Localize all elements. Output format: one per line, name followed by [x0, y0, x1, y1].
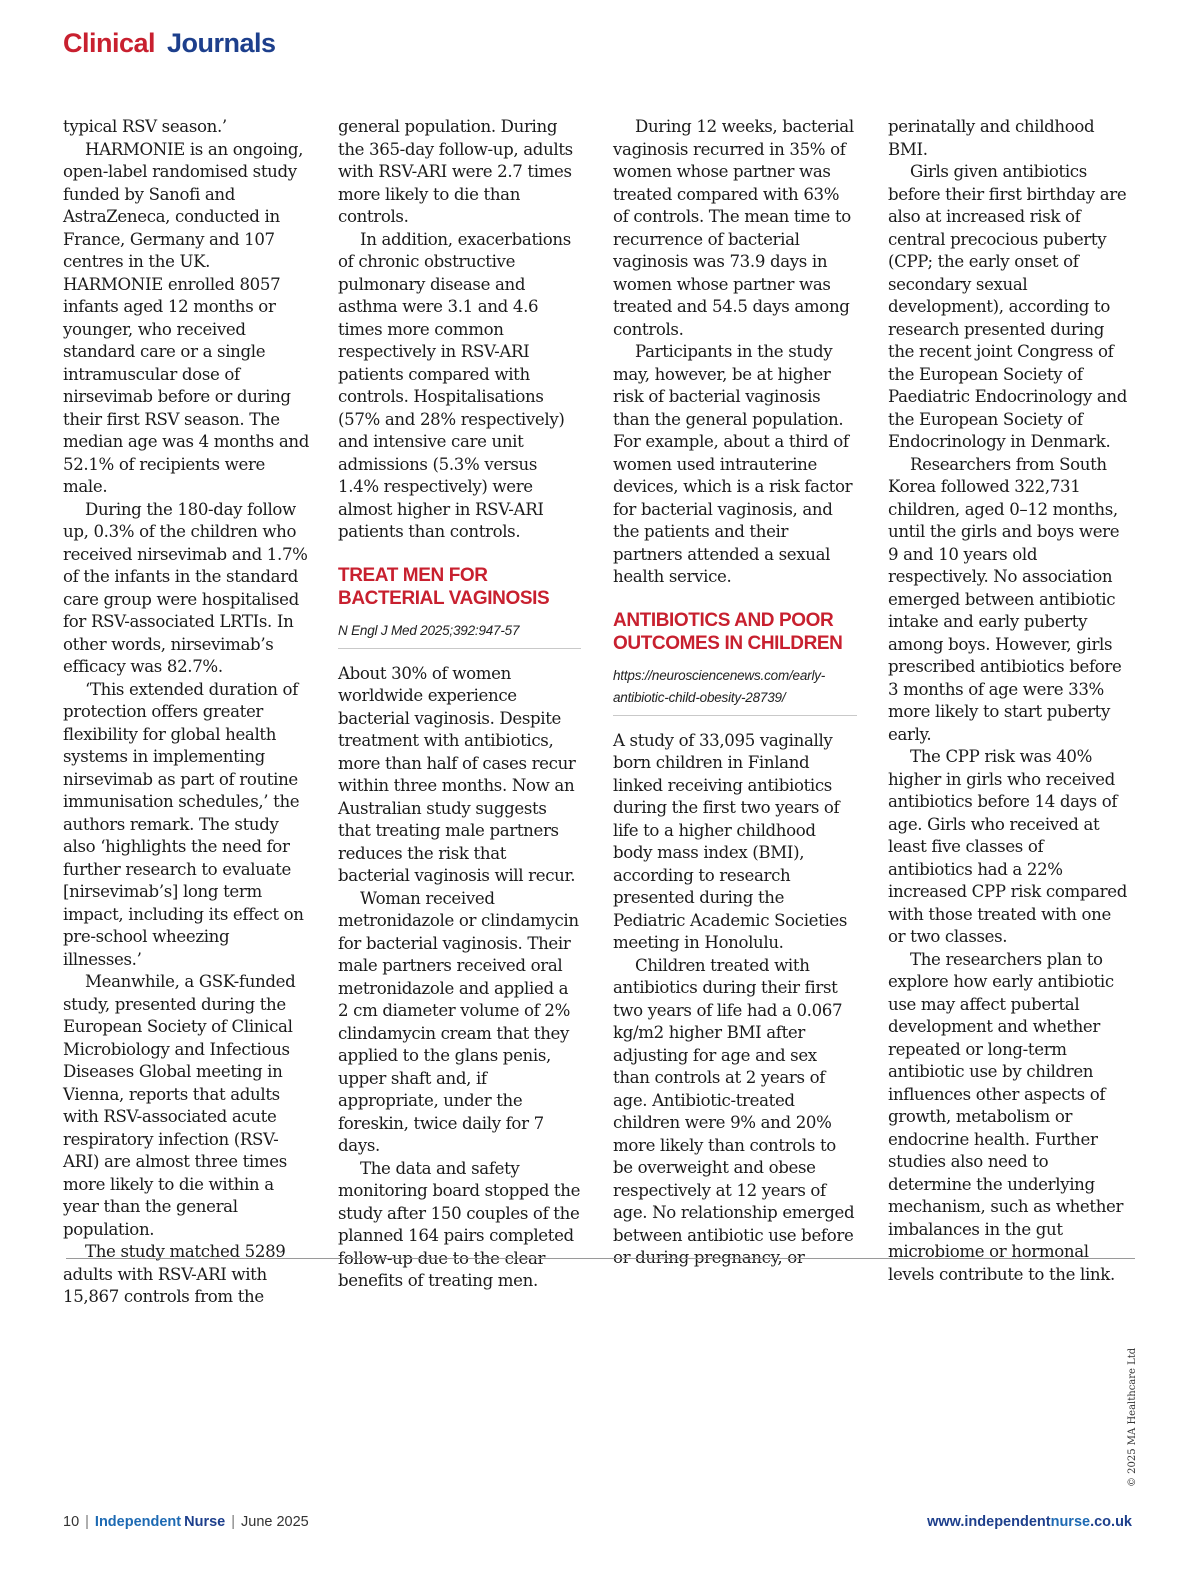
paragraph: About 30% of women worldwide experience bacterial vaginosis. Despite treatment with antibiotics, more than half of cases recur within three months. Now an Australian study suggests that treating male partners reduces the risk that bacterial vaginosis will recur. — [338, 663, 576, 885]
paragraph: The researchers plan to explore how early antibiotic use may affect pubertal development and whether repeated or long-term antibiotic use by children influences other aspects of growth, metabolism or endocrine health. Further studies also need to determine the underlying mechanism, such as whether imbalances in the gut microbiome or hormonal levels contribute to the link. — [888, 949, 1124, 1284]
url-part: nurse — [1050, 1514, 1091, 1530]
paragraph: typical RSV season.’ — [63, 117, 227, 136]
paragraph: During 12 weeks, bacterial vaginosis recurred in 35% of women whose partner was treated compared with 63% of controls. The mean time to recurrence of bacterial vaginosis was 73.9 days in women whose partner was treated and 54.5 days among controls. — [613, 117, 854, 339]
header-journals: Journals — [167, 28, 276, 58]
column-2 — [338, 116, 581, 1293]
paragraph: Girls given antibiotics before their first birthday are also at increased risk of central precocious puberty (CPP; the early onset of secondary sexual development), according to research presented during the recent joint Congress of the European Society of Paediatric Endocrinology and the European Society of Endocrinology in Denmark. — [888, 162, 1128, 451]
website-link[interactable] — [927, 1514, 1132, 1530]
footer-separator: | — [231, 1514, 236, 1530]
paragraph: ‘This extended duration of protection offers greater flexibility for global health systems in implementing nirsevimab as part of routine immunisation schedules,’ the authors remark. The study also ‘highlights the need for further research to evaluate [nirsevimab’s] long term impact, including its effect on pre-school wheezing illnesses.’ — [63, 679, 304, 969]
brand-nurse: Nurse — [184, 1514, 226, 1530]
column-3 — [613, 116, 857, 1270]
paragraph: perinatally and childhood BMI. — [888, 117, 1095, 159]
paragraph: Children treated with antibiotics during their first two years of life had a 0.067 kg/m2 higher BMI after adjusting for age and sex than controls at 2 years of age. Antibiotic-treated children were 9% and 20% more likely than controls to be overweight and obese respectively at 12 years of age. No relationship emerged between antibiotic use before or during pregnancy, or — [613, 955, 855, 1267]
journal-header — [63, 28, 276, 59]
paragraph: Woman received metronidazole or clindamycin for bacterial vaginosis. Their male partners received oral metronidazole and applied a 2 cm diameter volume of 2% clindamycin cream that they applied to the glans penis, upper shaft and, if appropriate, under the foreskin, twice daily for 7 days. — [338, 888, 579, 1155]
paragraph: The data and safety monitoring board stopped the study after 150 couples of the planned 164 pairs completed follow-up due to the clear benefits of treating men. — [338, 1158, 581, 1290]
brand-independent: Independent — [94, 1514, 182, 1530]
paragraph: HARMONIE is an ongoing, open-label randomised study funded by Sanofi and AstraZeneca, conducted in France, Germany and 107 centres in the UK. HARMONIE enrolled 8057 infants aged 12 months or younger, who received standard care or a single intramuscular dose of nirsevimab before or during their first RSV season. The median age was 4 months and 52.1% of recipients were male. — [63, 139, 309, 496]
paragraph: Meanwhile, a GSK-funded study, presented during the European Society of Clinical Microbiology and Infectious Diseases Global meeting in Vienna, reports that adults with RSV-associated acute respiratory infection (RSV-ARI) are almost three times more likely to die within a year than the general population. — [63, 972, 296, 1239]
paragraph: The study matched 5289 adults with RSV-ARI with 15,867 controls from the — [63, 1242, 286, 1306]
column-1 — [63, 116, 311, 1309]
paragraph: general population. During the 365-day follow-up, adults with RSV-ARI were 2.7 times more likely to die than controls. — [338, 117, 573, 226]
header-clinical: Clinical — [63, 28, 156, 58]
footer-left — [63, 1514, 309, 1530]
footer-separator: | — [85, 1514, 89, 1530]
paragraph: In addition, exacerbations of chronic obstructive pulmonary disease and asthma were 3.1 and 4.6 times more common respectively in RSV-ARI patients compared with controls. Hospitalisations (57% and 28% respectively) and intensive care unit admissions (5.3% versus 1.4% respectively) were almost higher in RSV-ARI patients than controls. — [338, 229, 571, 541]
section-title-antibiotics-children: ANTIBIOTICS AND POOR OUTCOMES IN CHILDREN — [613, 609, 843, 654]
paragraph: Participants in the study may, however, be at higher risk of bacterial vaginosis than the general population. For example, about a third of women used intrauterine devices, which is a risk factor for bacterial vaginosis, and the patients and their partners attended a sexual health service. — [613, 342, 853, 586]
paragraph: During the 180-day follow up, 0.3% of the children who received nirsevimab and 1.7% of the infants in the standard care group were hospitalised for RSV-associated LRTIs. In other words, nirsevimab’s efficacy was 82.7%. — [63, 499, 308, 676]
page-number: 10 — [63, 1514, 80, 1530]
column-4 — [888, 116, 1132, 1286]
paragraph: Researchers from South Korea followed 322,731 children, aged 0–12 months, until the girls and boys were 9 and 10 years old respectively. No association emerged between antibiotic intake and early puberty among boys. However, girls prescribed antibiotics before 3 months of age were 33% more likely to start puberty early. — [888, 454, 1122, 744]
paragraph: The CPP risk was 40% higher in girls who received antibiotics before 14 days of age. Girls who received at least five classes of antibiotics had a 22% increased CPP risk compared with those treated with one or two classes. — [888, 747, 1128, 946]
section-reference: N Engl J Med 2025;392:947-57 — [338, 620, 581, 649]
url-part: www.independent — [927, 1514, 1051, 1530]
copyright-notice: © 2025 MA Healthcare Ltd — [1127, 1347, 1138, 1487]
url-part: .co.uk — [1090, 1514, 1132, 1530]
footer-divider — [66, 1258, 1135, 1259]
paragraph: A study of 33,095 vaginally born children in Finland linked receiving antibiotics during the first two years of life to a higher childhood body mass index (BMI), according to research presented during the Pediatric Academic Societies meeting in Honolulu. — [613, 730, 848, 952]
section-title-bacterial-vaginosis: TREAT MEN FOR BACTERIAL VAGINOSIS — [338, 564, 550, 609]
section-reference-link[interactable]: https://neurosciencenews.com/early-antibiotic-child-obesity-28739/ — [613, 665, 857, 716]
issue-date: June 2025 — [241, 1514, 309, 1530]
